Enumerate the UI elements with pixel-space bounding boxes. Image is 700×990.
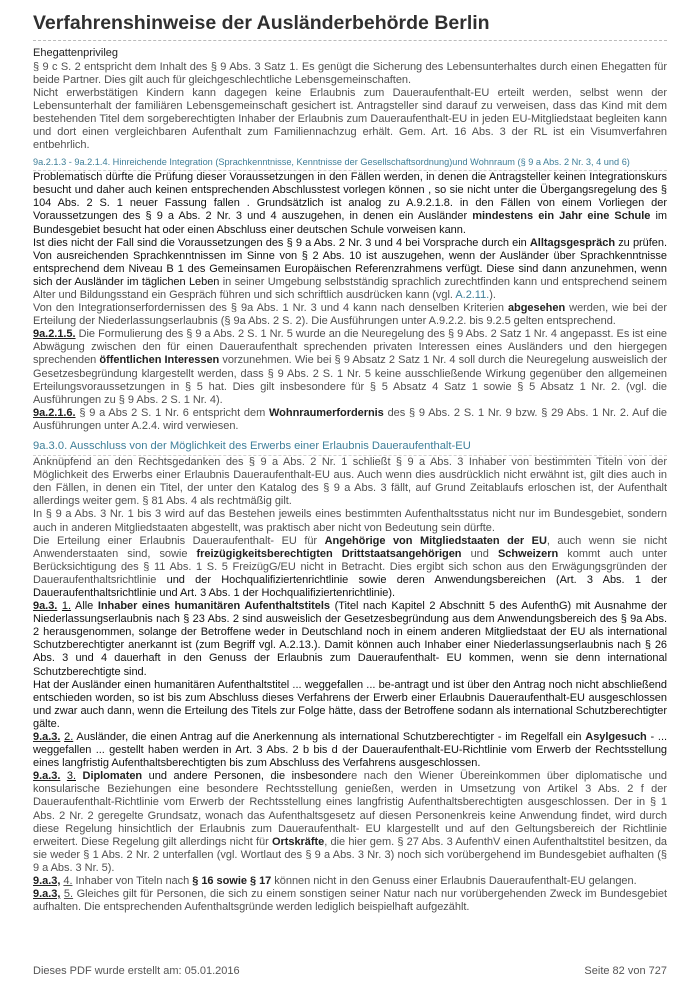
text: im Bundesgebiet besucht hat oder einen Abschluss einer deutschen Schule vorweisen kann. (33, 210, 667, 236)
text: Ausländer, die einen Antrag auf die Anerkennung als international Schutzberechtigter - im Regelfall ein (73, 731, 586, 743)
bold-text: § 16 sowie § 17 (192, 875, 272, 888)
paragraph (33, 171, 667, 236)
paragraph (33, 600, 667, 679)
bold-text: Angehörige von Mitgliedstaaten der EU (324, 534, 547, 547)
paragraph (33, 302, 667, 328)
paragraph (33, 237, 667, 302)
paragraph (33, 456, 667, 508)
item-number: 3. (66, 770, 76, 783)
bold-text: Ortskräfte (271, 835, 325, 848)
footer-page-number: Seite 82 von 727 (584, 965, 667, 977)
document-title: Verfahrenshinweise der Ausländerbehörde Berlin (33, 12, 490, 34)
paragraph (33, 61, 667, 87)
page-footer (33, 965, 667, 977)
bold-text: abgesehen (507, 302, 566, 315)
text: re nach den Wiener Übereinkommen über diplomatische und konsularische Beziehungen eine besondere Rechtsstellung genießen, werden in Umsetzung von Artikel 3 Abs. 2 f der Daueraufenthalt-Richtlinie vom Erwerb der Rechtsstellung eines langfristig Aufenthaltsberechtigten ausgeschlossen. Der in § 1 Abs. 2 Nr. 2 geregelte Grundsatz, wonach das Aufenthaltsgesetz auf diesen Personenkreis keine Anwendung findet, wird durch diese Regelung hinsichtlich der Erlaubnis zum Daueraufenthalt- EU klargestellt und auf den Geltungsbereich der Richtlinie erweitert. Diese Regelung gilt allerdings nicht für (33, 770, 667, 848)
text: , die hier gem. § 27 Abs. 3 AufenthV einen Aufenthaltstitel besitzen, da sie weder § 1 Abs. 2 Nr. 2 unterfallen (vgl. Wortlaut des § 9 a Abs. 3 Nr. 3) noch sich vorübergehend im Bundesgebiet aufhalten (§ 9 a Abs. 3 Nr. 5). (33, 835, 667, 874)
paragraph (33, 508, 667, 534)
paragraph (33, 407, 667, 433)
bold-text: Diplomaten (82, 770, 143, 783)
text: Nicht erwerbstätigen Kindern kann dagegen keine Erlaubnis zum Daueraufenthalt-EU erteilt werden, selbst wenn der Lebensunterhalt der familiären Lebensgemeinschaft gesichert ist. Antragsteller sind darauf zu verweisen, dass das Kind mit dem bestehenden Titel dem sorgeberechtigten Inhaber der Erlaubnis zum Daueraufenthalt-EU in jeden EU-Mitgliedstaat begleiten kann und dort einen vergleichbaren Aufenthalt zum Familiennachzug erhält. Gem. Art. 16 Abs. 3 der RL ist ein Visumverfahren entbehrlich. (33, 86, 667, 152)
text: vorzunehmen. Wie bei § 9 Absatz 2 Satz 1 Nr. 4 soll durch die Neuregelung ausweislich der Gesetzesbegründung klargestellt werden, dass § 9 Abs. 2 S. 1 Nr. 5 keine ausschließende Wirkung gegenüber den allgemeinen Erteilungsvoraussetzungen in § 5 hat. Dies gilt insbesondere für § 5 Absatz 4 Satz 1 sowie § 5 Absatz 1 Nr. 2. (vgl. die Ausführungen zu § 9 Abs. 2 S. 1 Nr. 4). (33, 354, 667, 406)
reference-link[interactable]: A.2.11. (455, 289, 490, 301)
text: Inhaber von Titeln nach (72, 875, 193, 888)
text: kommt auch unter Berücksichtigung des § 11 Abs. 1 S. 5 FreizügG/EU nicht in Betracht. Dies ergibt sich schon aus den Erwägungsgründen der Daueraufenthaltsrichtlinie (33, 547, 667, 586)
text: Anknüpfend an den Rechtsgedanken des § 9 a Abs. 2 Nr. 1 schließt § 9 a Abs. 3 Inhaber von bestimmten Titeln von der Möglichkeit des Erwerbs einer Erlaubnis Daueraufenthalt-EU aus. Auch wenn dies ausdrücklich nicht erwähnt ist, gilt dies auch in den Fällen, in denen ein Titel, der unter den Katalog des § 9 a Abs. 3 fällt, auf Grund Zeitablaufs erloschen ist, der Aufenthalt allerdings weiter gem. § 81 Abs. 4 als rechtmäßig gilt. (33, 456, 667, 508)
paragraph (33, 535, 667, 600)
paragraph (33, 87, 667, 152)
item-number: 5. (63, 888, 74, 901)
text: In § 9 a Abs. 3 Nr. 1 bis 3 wird auf das Bestehen jeweils eines bestimmten Aufenthaltsstatus nicht nur im Bundesgebiet, sondern auch in anderen Mitgliedstaaten abgestellt, was praktisch aber nicht von Bedeutung sein dürfte. (33, 508, 667, 534)
paragraph (33, 679, 667, 731)
paragraph-ref: 9.a.3. (33, 731, 61, 743)
bold-text: Asylgesuch (585, 731, 647, 743)
text: können nicht in den Genuss einer Erlaubnis Daueraufenthalt-EU gelangen. (271, 875, 637, 888)
text: Die Formulierung des § 9 a Abs. 2 S. 1 Nr. 5 wurde an die Neuregelung des § 9 Abs. 2 Satz 1 Nr. 4 angepasst. Es ist eine Abwägung zwischen den für einen Daueraufenthalt sprechenden privaten Interessen eines Ausländers und den hiergegen sprechenden (33, 328, 667, 367)
text: Gleiches gilt für Personen, die sich zu einem sonstigen seiner Natur nach nur vorübergehenden Zweck im Bundesgebiet aufhalten. Die entsprechenden Aufenthaltsgründe werden lediglich beispielhaft aufgezählt. (33, 888, 667, 914)
subsection-heading-9a213: 9a.2.1.3 - 9a.2.1.4. Hinreichende Integration (Sprachkenntnisse, Kenntnisse der Gesellschaftsordnung)und Wohnraum (§ 9 a Abs. 2 Nr. 3, 4 und 6) (33, 156, 667, 171)
text: in seiner Umgebung selbstständig sprachlich zurechtfinden kann und entsprechend seinem Alter und Bildungsstand ein Gespräch führen und sich schriftlich ausdrücken kann (vgl. (33, 275, 667, 301)
bold-text: Inhaber eines humanitären Aufenthaltstitels (97, 600, 331, 613)
text: - ... weggefallen ... gestellt haben werden in Art. 3 Abs. 2 b bis d der Daueraufenthalt-EU-Richtlinie vom Erwerb der Rechtsstellung eines langfristig Aufenthaltsberechtigten bis zum Abschluss des Verfahrens ausgeschlossen. (33, 731, 668, 770)
bold-text: freizügigkeitsberechtigten Drittstaatsangehörigen (196, 547, 462, 560)
text: und der Hochqualifiziertenrichtlinie sowie deren Anwendungsbereichen (Art. 3 Abs. 1 der Daueraufenthaltsrichtlinie und Art. 3 Abs. 1 der Hochqualifiziertenrichtlinie). (33, 573, 667, 599)
paragraph-ref: 9.a.3, (33, 875, 61, 888)
item-number: 1. (61, 600, 72, 613)
paragraph-ref: 9a.3. (33, 600, 58, 613)
text: und andere Personen, die insbesonde (142, 770, 348, 783)
text: , auch wenn sie nicht Anwenderstaaten sind, sowie (33, 534, 667, 560)
bold-text: Alltagsgespräch (529, 236, 616, 249)
paragraph-ref: 9a.2.1.6. (33, 406, 76, 419)
bold-text: Schweizern (497, 547, 559, 560)
paragraph (33, 875, 667, 888)
item-number: 4. (63, 875, 73, 888)
bold-text: Wohnraumerfordernis (269, 406, 384, 419)
text: § 9 c S. 2 entspricht dem Inhalt des § 9 Abs. 3 Satz 1. Es genügt die Sicherung des Lebensunterhaltes durch einen Ehegatten für beide Partner. Dies gilt auch für gleichgeschlechtliche Lebensgemeinschaften. (33, 60, 667, 86)
text: und (461, 547, 498, 560)
text: (Titel nach Kapitel 2 Abschnitt 5 des AufenthG) mit Ausnahme der Niederlassungserlaubnis nach § 23 Abs. 2 sind ausweislich der Gesetzesbegründung aus dem Anwendungsbereich des § 9a Abs. 2 herausgenommen, solange der Betroffene weder in Deutschland noch in einem anderen Mitgliedstaat der EU als international Schutzberechtigter anerkannt ist (zum Begriff vgl. A.2.13.). Damit können auch Inhaber einer Niederlassungserlaubnis nach § 26 Abs. 3 und 4 dauerhaft in den Genuss der Erlaubnis zum Daueraufenthalt- EU kommen, wenn sie denn international Schutzberechtigte sind. (33, 600, 667, 678)
text: des § 9 Abs. 2 S. 1 Nr. 9 bzw. § 29 Abs. 1 Nr. 2. Auf die Ausführungen unter A.2.4. wird verwiesen. (33, 406, 667, 432)
paragraph (33, 770, 667, 875)
paragraph-ref: 9a.2.1.5. (33, 328, 76, 341)
paragraph-ref: 9.a.3. (33, 770, 61, 783)
text: Alle (71, 600, 98, 613)
text: , so sie nicht unter die Übergangsregelung des § 104 Abs. 2 S. 1 neuer Fassung fallen . Grundsätzlich ist analog zu A.9.2.1.8. in den Fällen von einem Vorliegen der Voraussetzungen des § 9 a Abs. 2 Nr. 3 und 4 auszugehen, in denen ein Ausländer (33, 184, 667, 223)
text: § 9 a Abs 2 S. 1 Nr. 6 entspricht dem (75, 406, 270, 419)
paragraph (33, 328, 667, 407)
document-page (33, 10, 667, 914)
text: ). (489, 289, 496, 301)
title-divider (33, 40, 667, 41)
bold-text: mindestens ein Jahr eine Schule (472, 210, 651, 223)
paragraph-ref: 9.a.3, (33, 888, 61, 901)
text: Die Erteilung einer Erlaubnis Daueraufenthalt- EU für (33, 534, 325, 547)
text: Von den Integrationserfordernissen des § 9a Abs. 1 Nr. 3 und 4 kann nach denselben Kriterien (33, 302, 508, 315)
paragraph (33, 731, 667, 770)
section-heading-9a30: 9a.3.0. Ausschluss von der Möglichkeit des Erwerbs einer Erlaubnis Daueraufenthalt-EU (33, 439, 667, 456)
footer-created-date: Dieses PDF wurde erstellt am: 05.01.2016 (33, 965, 240, 977)
bold-text: öffentlichen Interessen (99, 354, 220, 367)
text: Hat der Ausländer einen humanitären Aufenthaltstitel ... weggefallen ... be-antragt und ist über den Antrag noch nicht abschließend entschieden worden, so ist bis zum Abschluss dieses Verfahrens der Erwerb einer Erlaubnis Daueraufenthalt-EU ausgeschlossen und zwar auch dann, wenn die Erteilung des Titels zur Folge hätte, dass der Betroffene sodann als international Schutzberechtigter gälte. (33, 678, 667, 730)
paragraph (33, 888, 667, 914)
text: zu prüfen. Von ausreichenden Sprachkenntnissen im Sinne von § 2 Abs. 10 ist auszugehen, wenn der Ausländer über Sprachkenntnisse entsprechend dem Niveau B 1 des Gemeinsamen Europäischen Referenzrahmens verfügt. Diese sind dann anzunehmen, wenn sich der Ausländer im täglichen Leben (33, 236, 667, 288)
text: Problematisch dürfte die Prüfung dieser Voraussetzungen in den Fällen werden, in denen die Antragsteller keinen Integrationskurs besucht und daher auch keinen entsprechenden Abschlusstest vorlegen können (33, 171, 667, 197)
text: werden, wie bei der Erteilung der Niederlassungserlaubnis (§ 9a Abs. 2 S. 2). Die Ausführungen unter A.9.2.2. bis 9.2.5 gelten entsprechend. (33, 302, 667, 328)
heading-ehegattenprivileg: Ehegattenprivileg (33, 47, 119, 59)
item-number: 2. (64, 731, 74, 743)
text: Ist dies nicht der Fall sind die Voraussetzungen des § 9 a Abs. 2 Nr. 3 und 4 bei Vorsprache durch ein (33, 236, 530, 249)
